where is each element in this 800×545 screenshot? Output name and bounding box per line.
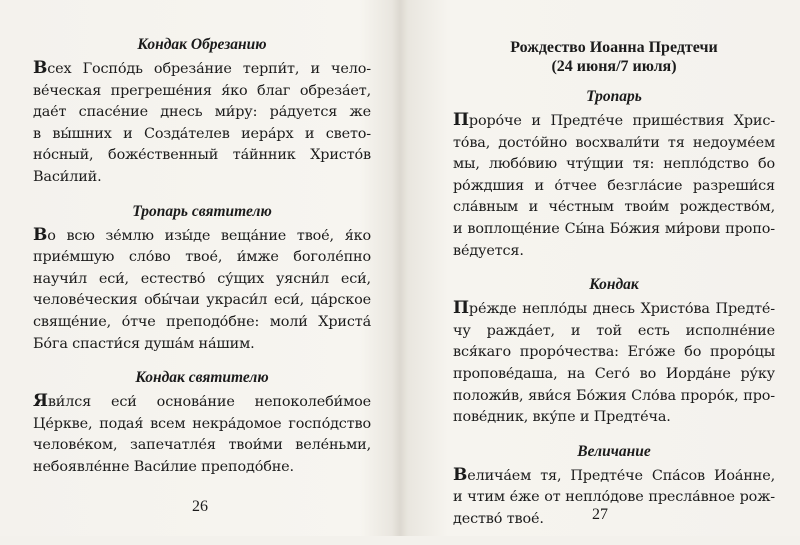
- text-line: челове́ческия обы́чаи украси́л еси́, ца́рское: [33, 292, 371, 309]
- text-line: небоявле́нне Васи́лие преподо́бне.: [33, 458, 294, 475]
- drop-initial: Я: [33, 391, 48, 412]
- kondak-obrezaniyu-text: [33, 58, 371, 189]
- text-line: роро́че и Предте́че прише́ствия Хрис-: [468, 113, 775, 129]
- text-line: ве́ческая прегреше́ния я́ко благ обреза́ет,: [33, 82, 371, 99]
- text-line: свяще́ние, о́тче преподо́бне: моли́ Христа́: [33, 313, 371, 330]
- page-number: 27: [592, 506, 608, 523]
- text-line: ро́ждшия и о́тчее безгла́сие разреши́ся: [453, 177, 775, 194]
- drop-initial: П: [453, 110, 469, 130]
- text-line: челове́ком, запечатле́я твои́ми веле́ньми,: [33, 437, 371, 454]
- drop-initial: П: [453, 298, 469, 319]
- text-line: ви́лся еси́ основа́ние непоколеби́мое: [47, 394, 371, 411]
- right-page-column: [453, 38, 775, 545]
- text-line: чу ражда́ет, и той есть исполне́ние: [453, 322, 775, 339]
- text-line: положи́в, яви́ся Бо́жия Сло́ва проро́к, про-: [453, 387, 775, 404]
- text-line: научи́л еси́, естество́ су́щих уясни́л еси́,: [33, 270, 371, 287]
- text-line: в вы́шних и Созда́телев иера́рх и свето-: [33, 125, 371, 142]
- text-line: Бо́га спасти́ся душа́м на́шим.: [33, 335, 255, 352]
- tropar-text: [453, 110, 775, 262]
- text-line: Це́ркве, подая́ всем некра́домое госпо́дство: [33, 415, 371, 432]
- text-line: ве́дуется.: [453, 242, 524, 259]
- drop-initial: В: [453, 464, 468, 485]
- feast-title: Рождество Иоанна Предтечи: [510, 39, 718, 56]
- text-line: сла́вным и че́стным твои́м рождество́м,: [453, 199, 775, 216]
- kondak-obrezaniyu-heading: Кондак Обрезанию: [137, 36, 267, 53]
- text-line: но́сный, боже́ственный та́йнник Христо́в: [33, 147, 371, 164]
- tropar-svyatitelyu-text: [33, 225, 371, 356]
- text-line: и чтим е́же от непло́дове пресла́вное рож-: [453, 489, 775, 506]
- text-line: пропове́даша, на Сего́ во Иорда́не ру́ку: [453, 365, 775, 382]
- text-line: мы, любо́вию чту́щии тя: непло́дство бо: [453, 156, 775, 173]
- kondak-svyatitelyu-heading: Кондак святителю: [135, 369, 269, 387]
- kondak-text: [453, 298, 775, 429]
- text-line: елича́ем тя, Предте́че Спа́сов Иоа́нне,: [467, 467, 775, 484]
- text-line: сех Госпо́дь обреза́ние терпи́т, и чело-: [47, 61, 371, 77]
- text-line: о всю зе́млю изы́де веща́ние твое́, я́ко: [47, 227, 371, 244]
- left-page: [0, 0, 400, 536]
- right-page: [400, 0, 800, 536]
- text-line: дество́ твое́.: [453, 510, 544, 527]
- drop-initial: В: [33, 58, 48, 78]
- feast-date: (24 июня/7 июля): [551, 58, 677, 75]
- kondak-svyatitelyu-text: [33, 391, 371, 478]
- text-line: и воплоще́ние Сы́на Бо́жия ми́рови пропо-: [453, 220, 775, 237]
- kondak-heading: Кондак: [589, 276, 639, 294]
- text-line: дае́т спасе́ние днесь ми́ру: ра́дуется же: [33, 104, 371, 121]
- drop-initial: В: [33, 224, 48, 245]
- tropar-heading: Тропарь: [586, 88, 642, 105]
- text-line: ре́жде непло́ды днесь Христо́ва Предте́-: [468, 301, 775, 318]
- left-page-column: [33, 30, 371, 493]
- text-line: прие́мшую сло́во твое́, и́мже боголе́пно: [33, 249, 371, 266]
- text-line: пове́дник, вку́пе и Предте́ча.: [453, 409, 671, 426]
- velichanie-heading: Величание: [577, 442, 651, 460]
- text-line: вся́каго проро́чества: Его́же бо проро́цы: [453, 344, 775, 361]
- text-line: Васи́лий.: [33, 168, 102, 185]
- text-line: то́ва, досто́йно восхвали́ти тя недоуме́ем: [453, 134, 775, 151]
- page-number: 26: [192, 498, 208, 515]
- tropar-svyatitelyu-heading: Тропарь святителю: [132, 202, 272, 220]
